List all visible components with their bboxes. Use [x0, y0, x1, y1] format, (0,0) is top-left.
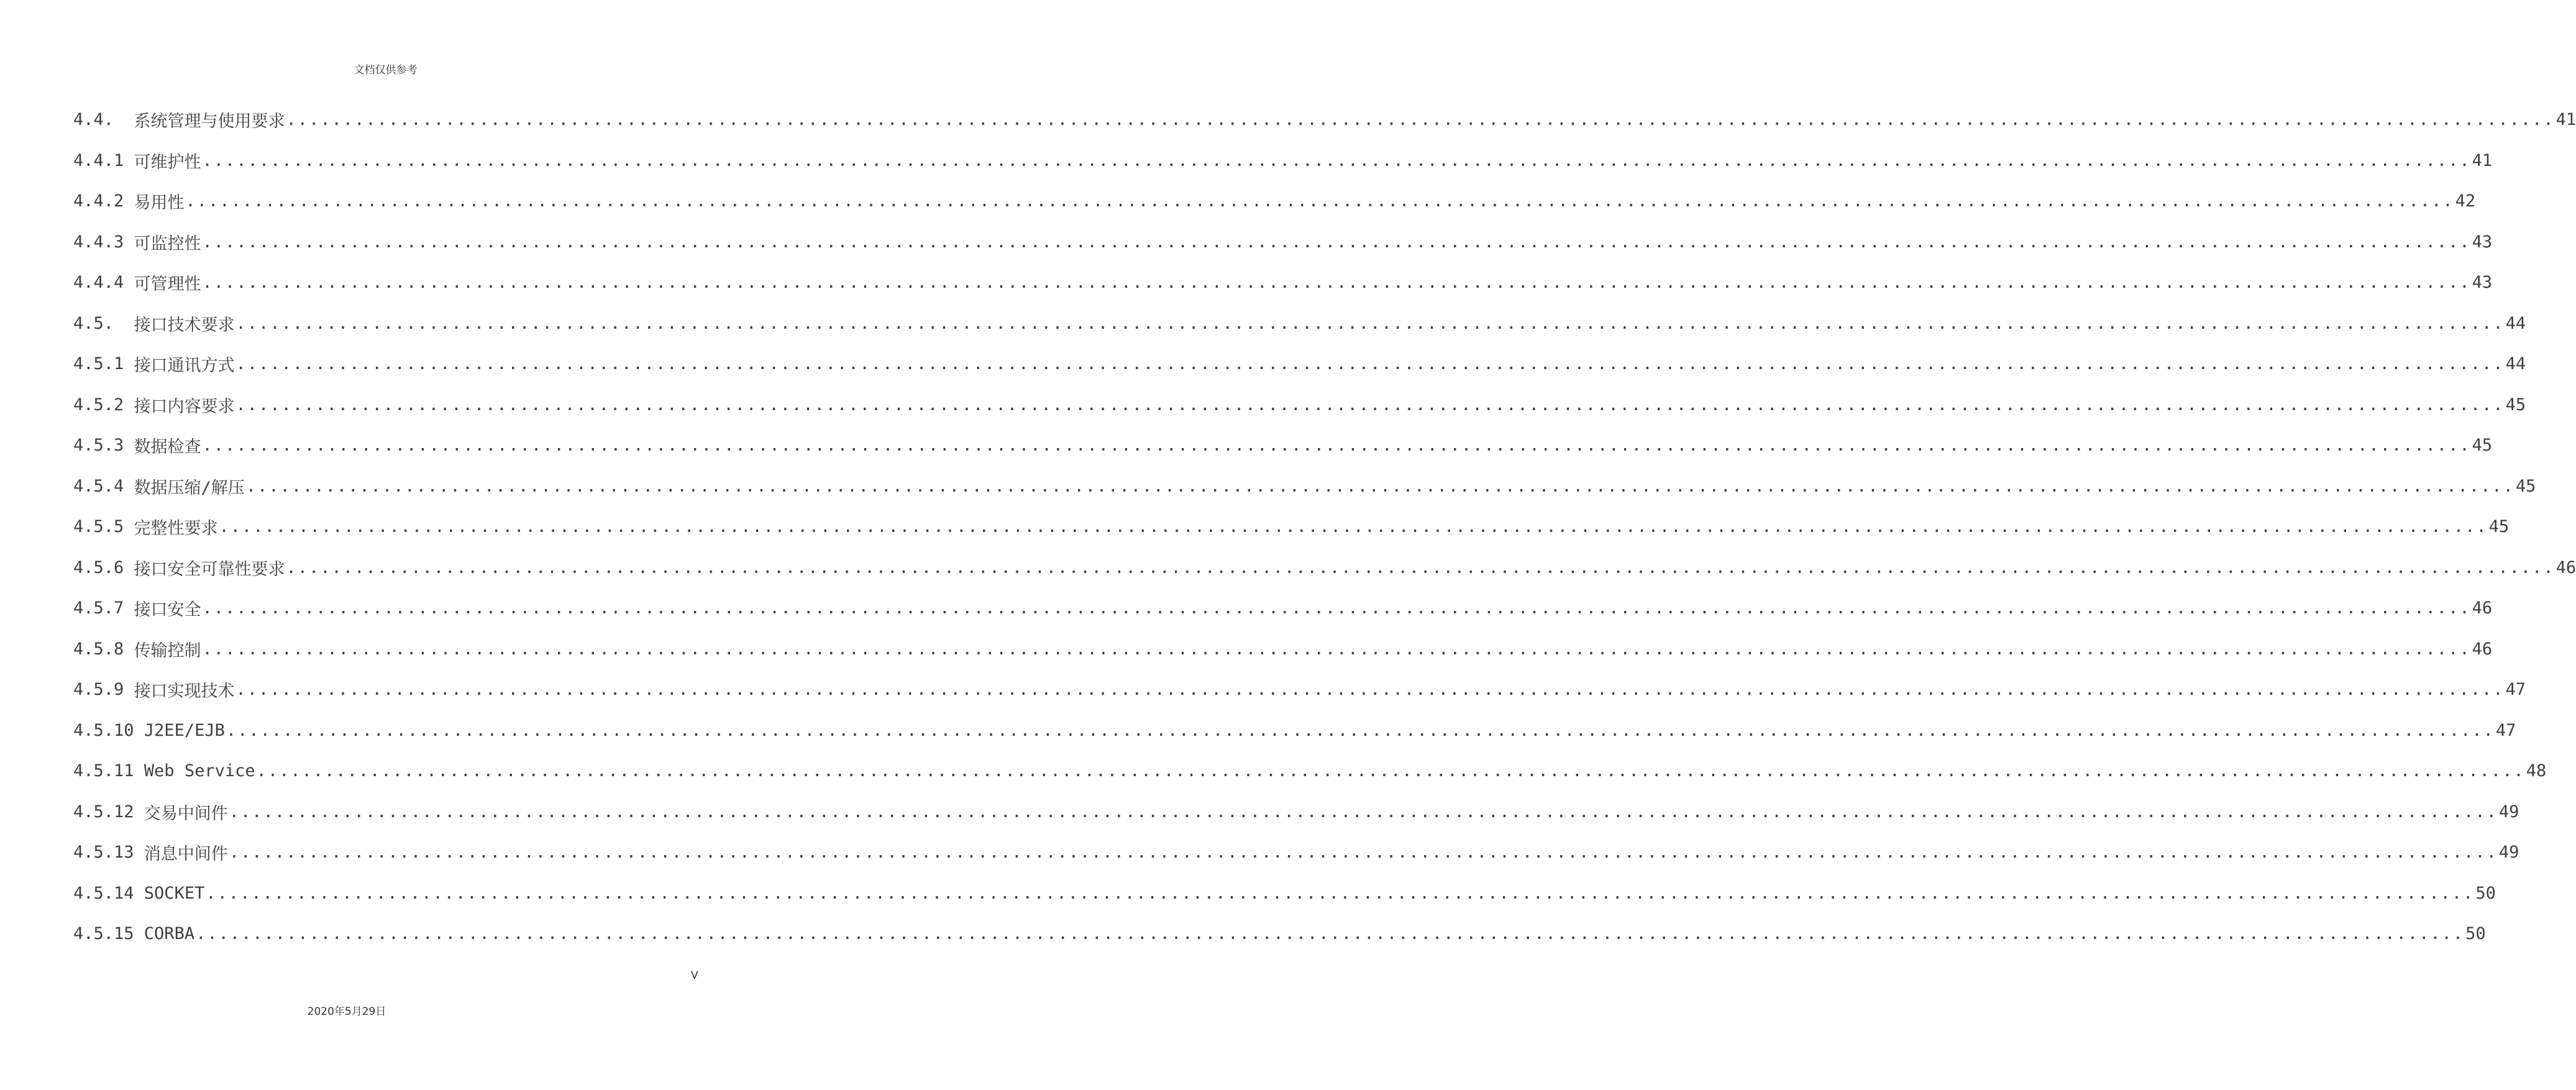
toc-entry-title: CORBA [144, 924, 195, 944]
toc-leader-dots: ........................................................................................................................................................................................................ [202, 436, 2471, 456]
toc-entry-number: 4.5.9 [73, 680, 134, 700]
toc-leader-dots: ........................................................................................................................................................................................................ [245, 476, 2514, 496]
toc-entry-page: 45 [2472, 436, 2493, 456]
toc-leader-dots: ........................................................................................................................................................................................................ [235, 313, 2505, 333]
toc-entry-title: 接口安全可靠性要求 [134, 559, 285, 579]
toc-entry-page: 45 [2505, 395, 2526, 414]
toc-leader-dots: ........................................................................................................................................................................................................ [219, 517, 2488, 537]
toc-leader-dots: ........................................................................................................................................................................................................ [229, 843, 2498, 863]
toc-entry-title: 接口实现技术 [134, 682, 235, 702]
toc-entry-title: 完整性要求 [134, 519, 218, 539]
toc-entry-page: 46 [2472, 598, 2493, 618]
toc-entry-title: 接口通讯方式 [134, 356, 235, 376]
toc-entry-number: 4.5. [73, 313, 134, 333]
toc-entry-title: 接口内容要求 [134, 396, 235, 416]
toc-entry[interactable] [73, 344, 2526, 385]
toc-entry-number: 4.5.14 [73, 883, 144, 903]
toc-entry-title: 可监控性 [134, 234, 201, 254]
toc-entry-title: 接口技术要求 [134, 315, 235, 335]
toc-leader-dots: ........................................................................................................................................................................................................ [235, 680, 2505, 700]
toc-entry-page: 49 [2498, 802, 2519, 822]
toc-leader-dots: ........................................................................................................................................................................................................ [196, 924, 2465, 944]
toc-entry-number: 4.4.1 [73, 150, 134, 170]
toc-entry-number: 4.4.2 [73, 191, 134, 211]
toc-entry-title: 传输控制 [134, 641, 201, 661]
toc-entry-number: 4.5.4 [73, 476, 134, 496]
toc-entry-page: 47 [2505, 680, 2526, 700]
page-number: V [691, 969, 698, 982]
table-of-contents [73, 99, 2576, 955]
toc-leader-dots: ........................................................................................................................................................................................................ [286, 557, 2555, 577]
toc-entry[interactable] [73, 751, 2547, 792]
toc-entry-number: 4.5.13 [73, 843, 144, 863]
toc-entry-number: 4.5.10 [73, 720, 144, 740]
toc-entry[interactable] [73, 303, 2526, 344]
toc-leader-dots: ........................................................................................................................................................................................................ [235, 395, 2505, 414]
toc-entry-page: 45 [2515, 476, 2536, 496]
toc-entry-page: 44 [2505, 354, 2526, 374]
toc-leader-dots: ........................................................................................................................................................................................................ [226, 720, 2495, 740]
toc-entry-page: 49 [2498, 843, 2519, 863]
toc-entry[interactable] [73, 914, 2486, 955]
toc-leader-dots: ........................................................................................................................................................................................................ [229, 802, 2498, 822]
toc-entry[interactable] [73, 669, 2526, 710]
toc-entry-number: 4.5.2 [73, 395, 134, 414]
toc-entry[interactable] [73, 262, 2493, 303]
toc-leader-dots: ........................................................................................................................................................................................................ [202, 150, 2471, 170]
toc-entry-number: 4.5.12 [73, 802, 144, 822]
toc-leader-dots: ........................................................................................................................................................................................................ [202, 273, 2471, 293]
toc-entry-page: 42 [2455, 191, 2476, 211]
toc-entry-page: 46 [2472, 639, 2493, 659]
toc-entry-title: 可维护性 [134, 152, 201, 172]
toc-entry-number: 4.4.4 [73, 273, 134, 293]
toc-entry-page: 50 [2465, 924, 2486, 944]
toc-entry-title: 可管理性 [134, 275, 201, 295]
toc-leader-dots: ........................................................................................................................................................................................................ [286, 110, 2555, 130]
toc-entry-number: 4.5.1 [73, 354, 134, 374]
toc-entry[interactable] [73, 385, 2526, 426]
toc-entry-title: 易用性 [134, 193, 185, 213]
toc-entry[interactable] [73, 181, 2476, 222]
toc-leader-dots: ........................................................................................................................................................................................................ [235, 354, 2505, 374]
toc-entry[interactable] [73, 506, 2510, 547]
toc-entry-page: 43 [2472, 273, 2493, 293]
toc-entry[interactable] [73, 547, 2576, 589]
toc-entry-page: 48 [2526, 761, 2547, 781]
toc-entry-number: 4.5.11 [73, 761, 144, 781]
toc-leader-dots: ........................................................................................................................................................................................................ [206, 883, 2475, 903]
toc-entry[interactable] [73, 710, 2516, 751]
toc-entry-title: J2EE/EJB [144, 720, 225, 740]
toc-entry-title: 系统管理与使用要求 [134, 112, 285, 132]
toc-entry-title: SOCKET [144, 883, 205, 903]
toc-entry-page: 47 [2495, 720, 2516, 740]
toc-entry-number: 4.5.8 [73, 639, 134, 659]
toc-entry-page: 41 [2555, 110, 2576, 130]
toc-entry[interactable] [73, 832, 2519, 873]
toc-entry[interactable] [73, 99, 2576, 140]
toc-entry-number: 4.5.5 [73, 517, 134, 537]
toc-entry-page: 50 [2475, 883, 2496, 903]
toc-entry-title: 数据压缩/解压 [134, 478, 245, 498]
toc-leader-dots: ........................................................................................................................................................................................................ [202, 598, 2471, 618]
toc-entry-page: 41 [2472, 150, 2493, 170]
toc-entry-number: 4.5.15 [73, 924, 144, 944]
toc-entry[interactable] [73, 466, 2536, 507]
toc-entry[interactable] [73, 425, 2493, 466]
toc-entry-title: 数据检查 [134, 437, 201, 457]
page-header: 文档仅供参考 [354, 64, 418, 76]
toc-entry[interactable] [73, 222, 2493, 263]
toc-entry-number: 4.4.3 [73, 232, 134, 252]
toc-entry-page: 45 [2488, 517, 2510, 537]
page-footer-date: 2020年5月29日 [307, 1005, 386, 1018]
toc-entry-number: 4.4. [73, 110, 134, 130]
toc-entry-title: Web Service [144, 761, 255, 781]
toc-leader-dots: ........................................................................................................................................................................................................ [185, 191, 2454, 211]
toc-leader-dots: ........................................................................................................................................................................................................ [256, 761, 2525, 781]
toc-leader-dots: ........................................................................................................................................................................................................ [202, 232, 2471, 252]
toc-entry[interactable] [73, 140, 2493, 181]
toc-leader-dots: ........................................................................................................................................................................................................ [202, 639, 2471, 659]
toc-entry[interactable] [73, 588, 2493, 629]
toc-entry-number: 4.5.7 [73, 598, 134, 618]
toc-entry-page: 46 [2555, 557, 2576, 577]
toc-entry[interactable] [73, 873, 2496, 914]
toc-entry-title: 消息中间件 [144, 845, 228, 864]
toc-entry-title: 交易中间件 [144, 804, 228, 823]
toc-entry[interactable] [73, 629, 2493, 670]
toc-entry-page: 43 [2472, 232, 2493, 252]
toc-entry-page: 44 [2505, 313, 2526, 333]
toc-entry-title: 接口安全 [134, 600, 201, 620]
toc-entry-number: 4.5.3 [73, 436, 134, 456]
toc-entry-number: 4.5.6 [73, 557, 134, 577]
toc-entry[interactable] [73, 792, 2519, 833]
